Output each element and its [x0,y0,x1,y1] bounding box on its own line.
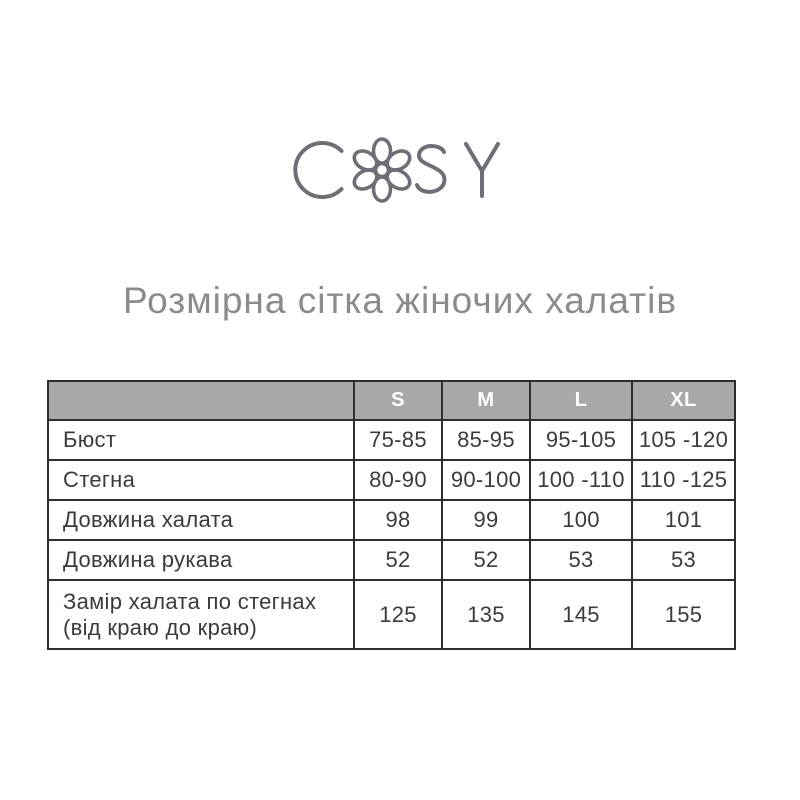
header-size-s: S [354,381,442,420]
table-row-sleeve-length [48,540,735,580]
logo-letter-c [295,143,341,197]
header-size-l: L [530,381,632,420]
cell-value: 98 [354,500,442,540]
cell-value: 100 [530,500,632,540]
cell-value: 90-100 [442,460,530,500]
row-label: Довжина рукава [48,540,354,580]
size-table [47,380,736,650]
cell-value: 75-85 [354,420,442,460]
table-row-bust [48,420,735,460]
row-label [48,580,354,649]
row-label: Бюст [48,420,354,460]
cell-value: 125 [354,580,442,649]
cell-value: 95-105 [530,420,632,460]
cell-value: 110 -125 [632,460,735,500]
logo-letter-y [466,144,498,196]
header-size-m: M [442,381,530,420]
row-label-line2: (від краю до краю) [63,614,258,640]
cell-value: 145 [530,580,632,649]
table-row-hip-measurement [48,580,735,649]
row-label: Довжина халата [48,500,354,540]
cell-value: 155 [632,580,735,649]
cell-value: 52 [442,540,530,580]
cosy-logo [288,130,512,210]
cell-value: 80-90 [354,460,442,500]
table-row-hips [48,460,735,500]
cell-value: 101 [632,500,735,540]
table-row-robe-length [48,500,735,540]
cell-value: 85-95 [442,420,530,460]
cell-value: 53 [632,540,735,580]
cell-value: 100 -110 [530,460,632,500]
row-label-line1: Замір халата по стегнах [63,588,317,614]
logo-letter-s [417,146,445,192]
header-empty-cell [48,381,354,420]
cell-value: 53 [530,540,632,580]
row-label: Стегна [48,460,354,500]
flower-icon [351,139,413,201]
header-row [48,381,735,420]
cell-value: 105 -120 [632,420,735,460]
cell-value: 99 [442,500,530,540]
header-size-xl: XL [632,381,735,420]
cell-value: 135 [442,580,530,649]
cell-value: 52 [354,540,442,580]
brand-logo [0,130,800,210]
page-title: Розмірна сітка жіночих халатів [123,280,677,321]
